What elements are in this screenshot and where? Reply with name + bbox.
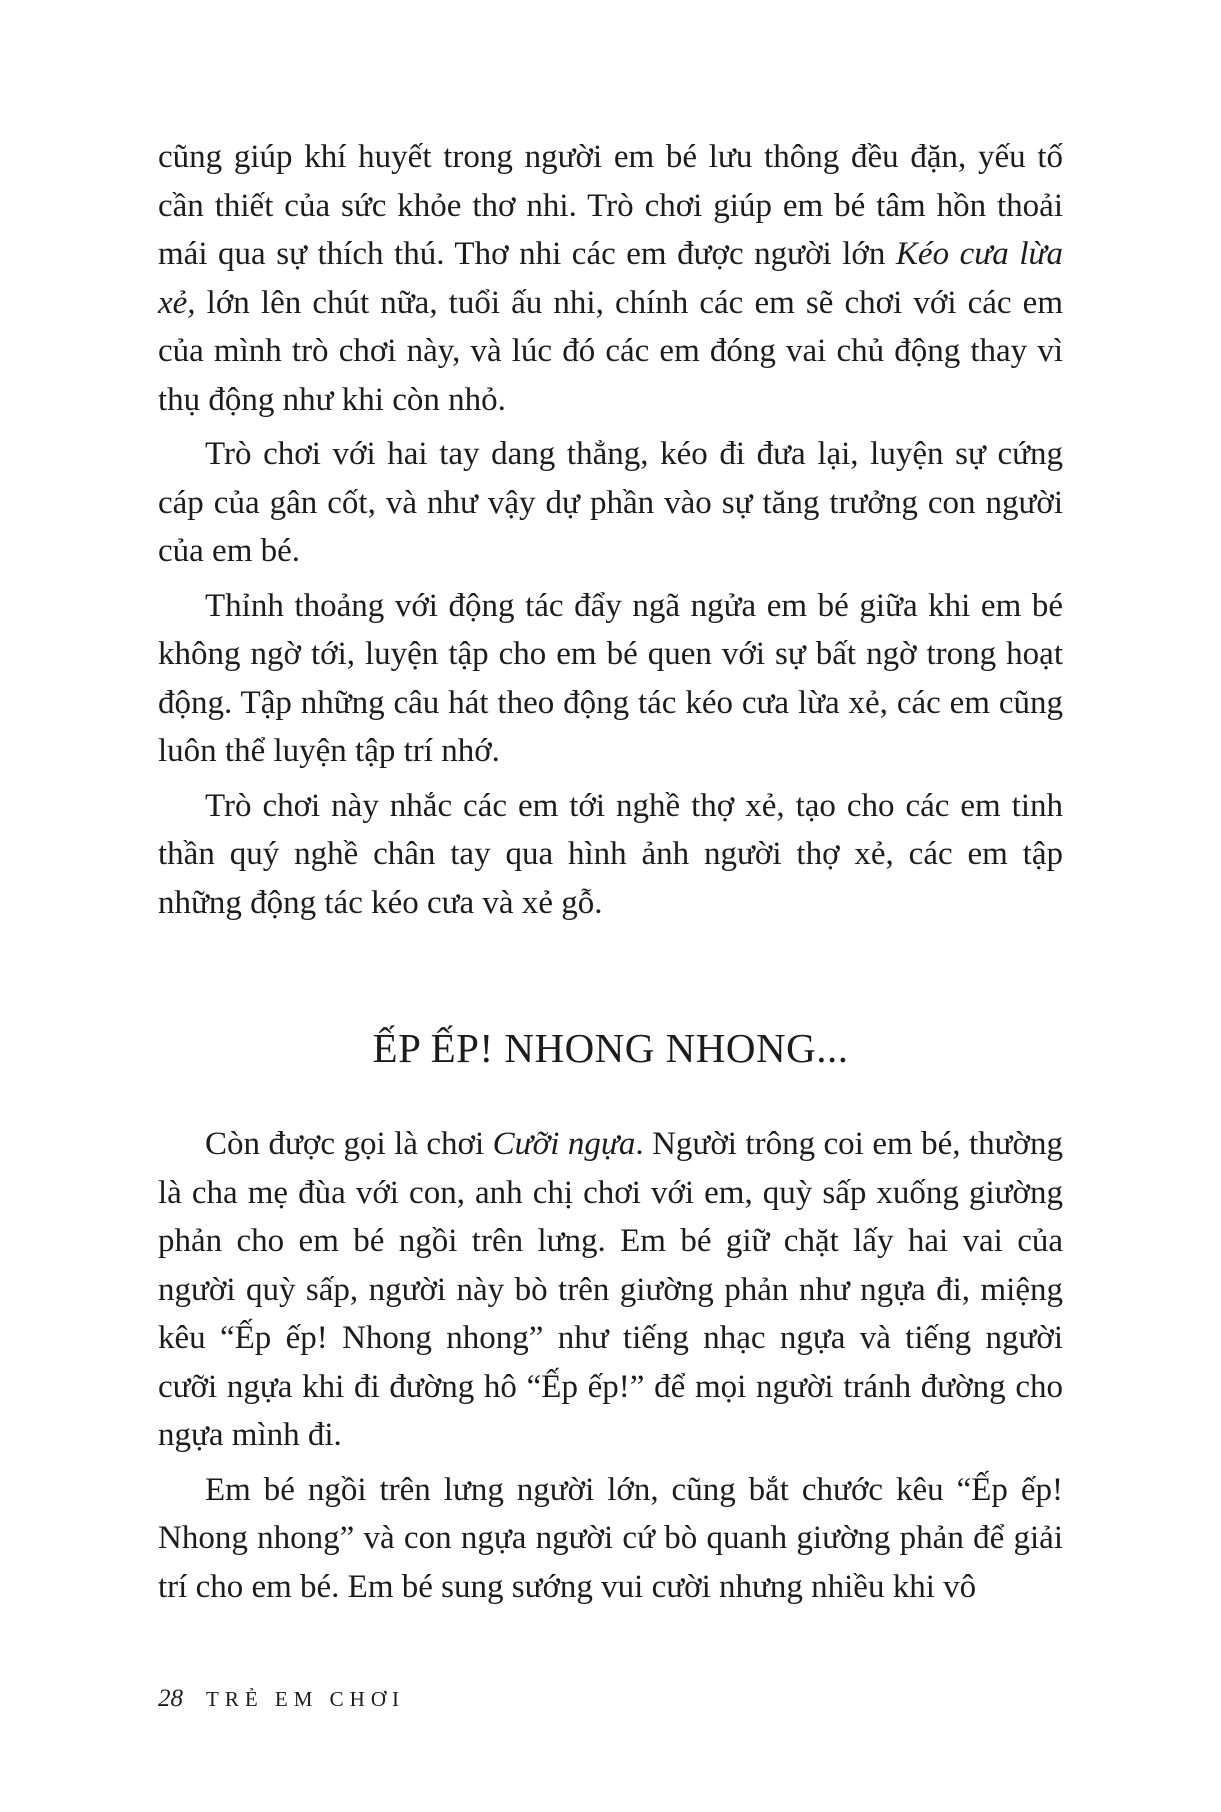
page-number: 28 [158, 1685, 183, 1712]
page-footer [158, 1683, 405, 1715]
paragraph-5-text-b: . Người trông coi em bé, thường là cha mẹ đùa với con, anh chị chơi với em, quỳ sấp xuống giường phản cho em bé ngồi trên lưng. Em bé giữ chặt lấy hai vai của người quỳ sấp, người này bò trên giường phản như ngựa đi, miệng kêu “Ếp ếp! Nhong nhong” như tiếng nhạc ngựa và tiếng người cưỡi ngựa khi đi đường hô “Ếp ếp!” để mọi người tránh đường cho ngựa mình đi. [158, 1126, 1063, 1453]
paragraph-4: Trò chơi này nhắc các em tới nghề thợ xẻ, tạo cho các em tinh thần quý nghề chân tay qua hình ảnh người thợ xẻ, các em tập những động tác kéo cưa và xẻ gỗ. [158, 787, 1063, 921]
italic-phrase-keo-cua: Kéo cưa lừa xẻ, [158, 236, 1063, 321]
paragraph-1-text-a: cũng giúp khí huyết trong người em bé lưu thông đều đặn, yếu tố cần thiết của sức khỏe thơ nhi. Trò chơi giúp em bé tâm hồn thoải mái qua sự thích thú. Thơ nhi các em được người lớn [158, 139, 1063, 272]
running-head: TRẺ EM CHƠI [206, 1687, 405, 1711]
paragraph-1 [158, 133, 1063, 424]
section-heading: ẾP ẾP! NHONG NHONG... [372, 1025, 849, 1071]
paragraph-3: Thỉnh thoảng với động tác đẩy ngã ngửa em bé giữa khi em bé không ngờ tới, luyện tập cho em bé quen với sự bất ngờ trong hoạt động. Tập những câu hát theo động tác kéo cưa lừa xẻ, các em cũng luôn thể luyện tập trí nhớ. [158, 587, 1063, 769]
top-text-block [158, 133, 1063, 927]
italic-phrase-cuoi-ngua: Cưỡi ngựa [492, 1126, 636, 1162]
paragraph-5-text-a: Còn được gọi là chơi [205, 1126, 493, 1162]
paragraph-6: Em bé ngồi trên lưng người lớn, cũng bắt chước kêu “Ếp ếp! Nhong nhong” và con ngựa người cứ bò quanh giường phản để giải trí cho em bé. Em bé sung sướng vui cười nhưng nhiều khi vô [158, 1471, 1063, 1605]
paragraph-1-text-b: lớn lên chút nữa, tuổi ấu nhi, chính các em sẽ chơi với các em của mình trò chơi này, và lúc đó các em đóng vai chủ động thay vì thụ động như khi còn nhỏ. [158, 284, 1063, 418]
paragraph-2: Trò chơi với hai tay dang thẳng, kéo đi đưa lại, luyện sự cứng cáp của gân cốt, và như vậy dự phần vào sự tăng trưởng con người của em bé. [158, 436, 1063, 569]
paragraph-5 [158, 1120, 1063, 1460]
bottom-text-block [158, 1120, 1063, 1611]
